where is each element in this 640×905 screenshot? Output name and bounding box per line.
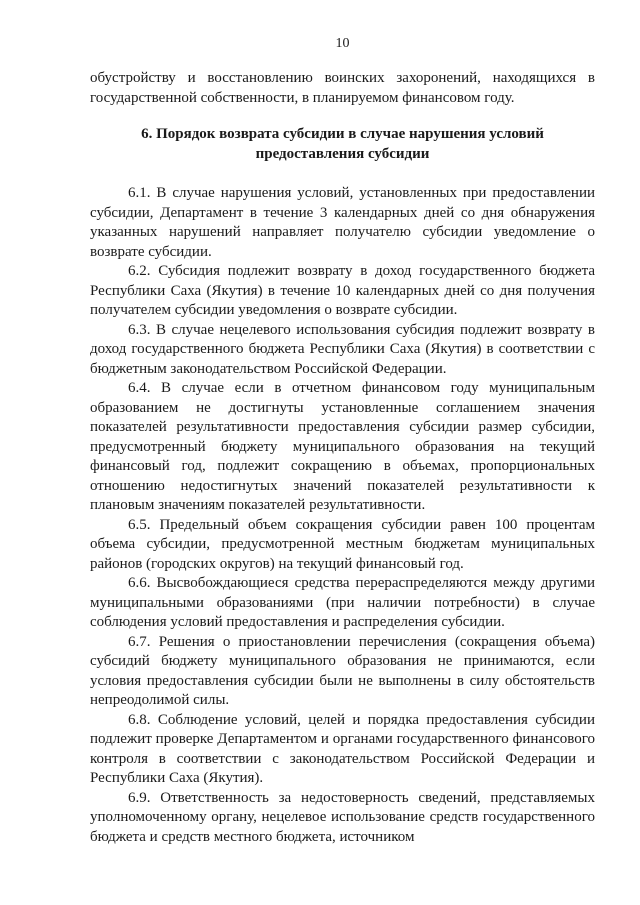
intro-paragraph: обустройству и восстановлению воинских захоронений, находящихся в государственной собственности, в планируемом финансовом году. [90, 70, 595, 106]
section-heading-line-1: 6. Порядок возврата субсидии в случае нарушения условий [141, 126, 544, 142]
paragraph-6-7: 6.7. Решения о приостановлении перечисления (сокращения объема) субсидий бюджету муниципального образования не принимаются, если условия предоставления субсидии были не выполнены в силу обстоятельств непреодолимой силы. [90, 633, 595, 708]
section-heading [90, 125, 595, 164]
document-body [90, 69, 595, 847]
paragraph-6-9: 6.9. Ответственность за недостоверность сведений, представляемых уполномоченному органу, нецелевое использование средств государственного бюджета и средств местного бюджета, источником [90, 789, 595, 845]
section-heading-line-2: предоставления субсидии [255, 145, 430, 162]
paragraph-6-2: 6.2. Субсидия подлежит возврату в доход государственного бюджета Республики Саха (Якутия) в течение 10 календарных дней со дня получения получателем субсидии уведомления о возврате субсидии. [90, 263, 595, 318]
paragraph-6-8: 6.8. Соблюдение условий, целей и порядка предоставления субсидии подлежит проверке Департаментом и органами государственного финансового контроля в соответствии с законодательством Российской Федерации и Республики Саха (Якутия). [90, 711, 595, 786]
paragraph-6-4: 6.4. В случае если в отчетном финансовом году муниципальным образованием не достигнуты установленные соглашением значения показателей результативности предоставления субсидии размер субсидии, предусмотренный бюджету муниципального образования на текущий финансовый год, подлежит сокращению в объемах, пропорциональных отношению недостигнутых значений показателей результативности к плановым значениям показателей результативности. [90, 380, 595, 513]
paragraph-6-3: 6.3. В случае нецелевого использования субсидия подлежит возврату в доход государственного бюджета Республики Саха (Якутия) в соответствии с бюджетным законодательством Российской Федерации. [90, 321, 595, 377]
paragraph-6-6: 6.6. Высвобождающиеся средства перераспределяются между другими муниципальными образованиями (при наличии потребности) в случае соблюдения условий предоставления и распределения субсидии. [90, 575, 595, 630]
paragraph-6-5: 6.5. Предельный объем сокращения субсидии равен 100 процентам объема субсидии, предусмотренной местным бюджетам муниципальных районов (городских округов) на текущий финансовый год. [90, 516, 595, 572]
paragraph-6-1: 6.1. В случае нарушения условий, установленных при предоставлении субсидии, Департамент в течение 3 календарных дней со дня обнаружения указанных нарушений направляет получателю субсидии уведомление о возврате субсидии. [90, 185, 595, 260]
page-number: 10 [335, 36, 350, 51]
